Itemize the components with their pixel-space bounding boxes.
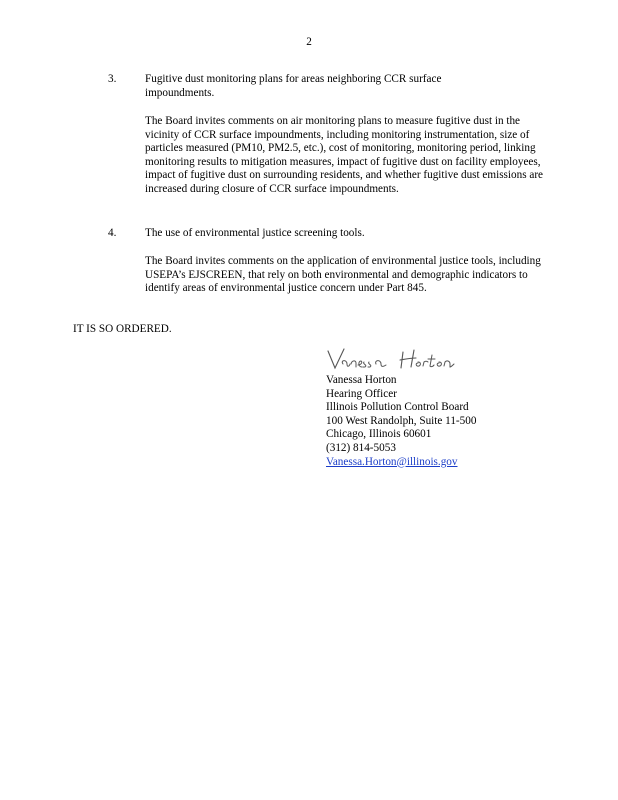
phone-number: (312) 814-5053: [326, 441, 396, 454]
item-body: The Board invites comments on air monitoring plans to measure fugitive dust in the vicinity of CCR surface impoundments, including monitoring instrumentation, size of particles measured (PM10, PM2.5, etc.), cost of monitoring, monitoring period, linking monitoring results to mitigation measures, impact of fugitive dust on facility employees, impact of fugitive dust on surrounding residents, and whether fugitive dust emissions are increased during closure of CCR surface impoundments.: [145, 115, 544, 195]
handwritten-signature: [326, 346, 466, 374]
item-number: 3.: [108, 73, 117, 85]
signature-block: [326, 346, 586, 469]
city-state-zip: Chicago, Illinois 60601: [326, 428, 432, 441]
page-number: 2: [306, 36, 312, 48]
street-address: 100 West Randolph, Suite 11-500: [326, 414, 477, 427]
signatory-title: Hearing Officer: [326, 387, 397, 400]
signature-image: [326, 346, 466, 374]
item-title: Fugitive dust monitoring plans for areas neighboring CCR surface impoundments.: [145, 73, 442, 99]
email-link[interactable]: Vanessa.Horton@illinois.gov: [326, 455, 458, 468]
item-number: 4.: [108, 227, 117, 239]
organization: Illinois Pollution Control Board: [326, 401, 469, 414]
item-body: The Board invites comments on the application of environmental justice tools, including USEPA’s EJSCREEN, that rely on both environmental and demographic indicators to identify areas of environmental justice concern under Part 845.: [145, 255, 541, 295]
item-title: The use of environmental justice screening tools.: [145, 227, 365, 239]
order-statement: IT IS SO ORDERED.: [73, 323, 172, 335]
signatory-name: Vanessa Horton: [326, 374, 397, 386]
